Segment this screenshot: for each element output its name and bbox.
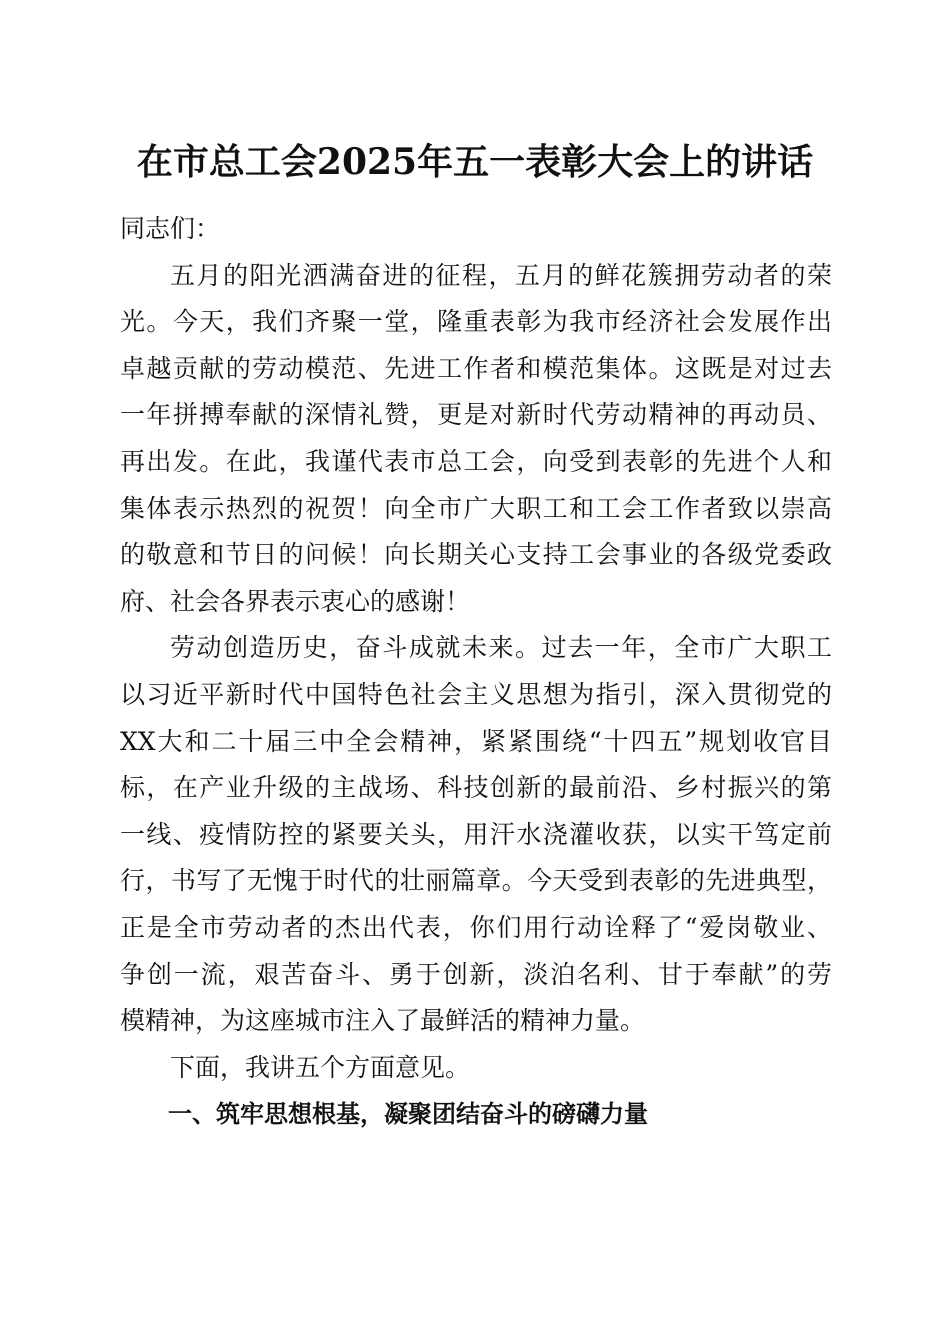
paragraph-line: 卓越贡献的劳动模范、先进工作者和模范集体。这既是对过去	[120, 353, 832, 383]
paragraph-2	[120, 625, 832, 1044]
paragraph-line: 府、社会各界表示衷心的感谢！	[120, 586, 471, 616]
paragraph-line: 行，书写了无愧于时代的壮丽篇章。今天受到表彰的先进典型，	[120, 866, 832, 896]
paragraph-3	[120, 1045, 832, 1092]
paragraph-line: 光。今天，我们齐聚一堂，隆重表彰为我市经济社会发展作出	[120, 307, 832, 337]
paragraph-line: XX大和二十届三中全会精神，紧紧围绕“十四五”规划收官目	[120, 726, 832, 756]
paragraph-line: 劳动创造历史，奋斗成就未来。过去一年，全市广大职工	[170, 633, 832, 663]
paragraph-line: 以习近平新时代中国特色社会主义思想为指引，深入贯彻党的	[120, 679, 832, 709]
paragraph-line: 下面，我讲五个方面意见。	[170, 1052, 471, 1082]
paragraph-line: 集体表示热烈的祝贺！向全市广大职工和工会工作者致以崇高	[120, 493, 832, 523]
paragraph-line: 标，在产业升级的主战场、科技创新的最前沿、乡村振兴的第	[120, 773, 832, 803]
paragraph-line: 一线、疫情防控的紧要关头，用汗水浇灌收获，以实干笃定前	[120, 819, 832, 849]
document-title: 在市总工会2025年五一表彰大会上的讲话	[136, 141, 814, 183]
paragraph-line: 五月的阳光洒满奋进的征程，五月的鲜花簇拥劳动者的荣	[170, 260, 832, 290]
paragraph-line: 的敬意和节日的问候！向长期关心支持工会事业的各级党委政	[120, 540, 832, 570]
paragraph-line: 模精神，为这座城市注入了最鲜活的精神力量。	[120, 1006, 646, 1036]
section-heading-1: 一、筑牢思想根基，凝聚团结奋斗的磅礴力量	[168, 1100, 648, 1129]
paragraph-line: 争创一流，艰苦奋斗、勇于创新，淡泊名利、甘于奉献”的劳	[120, 959, 832, 989]
salutation: 同志们：	[120, 214, 221, 243]
paragraph-line: 再出发。在此，我谨代表市总工会，向受到表彰的先进个人和	[120, 446, 832, 476]
paragraph-1	[120, 253, 832, 626]
document-body	[120, 206, 832, 1138]
paragraph-line: 正是全市劳动者的杰出代表，你们用行动诠释了“爱岗敬业、	[120, 912, 832, 942]
paragraph-line: 一年拼搏奉献的深情礼赞，更是对新时代劳动精神的再动员、	[120, 400, 832, 430]
